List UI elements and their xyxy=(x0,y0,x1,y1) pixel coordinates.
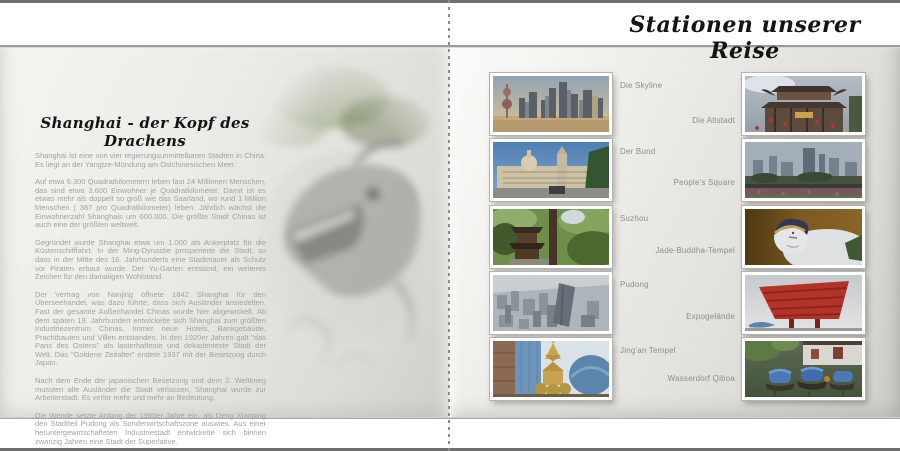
paragraph-1: Shanghai ist eine von vier regierungsunmittelbaren Städten in China. Es liegt an der Yangtze-Mündung am Ostchinesischen Meer. xyxy=(35,151,266,169)
photo-peoples-square xyxy=(742,139,865,201)
photo-expo-pavillon xyxy=(742,272,865,334)
label-altstadt: Die Altstadt xyxy=(692,116,735,125)
photo-altstadt xyxy=(742,73,865,135)
photo-bund xyxy=(490,139,612,201)
label-bund: Der Bund xyxy=(620,147,656,156)
label-pudong: Pudong xyxy=(620,280,649,289)
label-jade-buddha: Jade-Buddha-Tempel xyxy=(655,246,735,255)
photo-jingan-tempel xyxy=(490,338,612,400)
paragraph-2: Auf etwa 6.300 Quadratkilometern leben fast 24 Millionen Menschen, das sind etwa 3.600 Einwohner je Quadratkilometer. Damit ist es etwas mehr als doppelt so groß wie das Saarland, wo rund 1 Million Menschen ( 387 pro Quadratkilometer) leben. Jährlich wächst die Einwohnerzahl Shanghais um 600.000. Die größte Stadt Chinas ist auch eine der größten weltweit. xyxy=(35,177,266,230)
label-peoples-square: People's Square xyxy=(673,178,735,187)
label-wasserdorf: Wasserdorf Qiboa xyxy=(667,374,735,383)
photo-jade-buddha xyxy=(742,206,865,268)
page-title: Shanghai - der Kopf des Drachens xyxy=(40,114,250,150)
label-skyline: Die Skyline xyxy=(620,81,663,90)
label-suzhou: Suzhou xyxy=(620,214,649,223)
paragraph-6: Die Wende setzte Anfang der 1990er Jahre ein, als Deng Xiaoping den Stadtteil Pudong als Sonderwirtschaftszone auswies. Aus einer heruntergewirtschafteten Industriestadt entwickelte sich binnen zwanzig Jahren eine Stadt der Superlative. xyxy=(35,410,266,446)
photo-wasserdorf xyxy=(742,338,865,400)
paragraph-3: Gegründet wurde Shanghai etwa um 1.000 als Ankerplatz für die Küstenschifffahrt. In der Ming-Dynastie prosperierte die Stadt, so dass in der Mitte des 16. Jahrhunderts eine Stadtmauer als Schutz vor Piraten erbaut wurde. Der Yu-Garten entstand, ein weiteres Zeichen für den damaligen Wohlstand. xyxy=(35,237,266,282)
spread-header: Stationen unserer Reise xyxy=(629,12,861,64)
photo-suzhou xyxy=(490,206,612,268)
body-text-column xyxy=(35,152,266,451)
paragraph-5: Nach dem Ende der japanischen Besetzung und dem 2. Weltkrieg mussten alle Ausländer die Stadt verlassen, Shanghai wurde zur Arbeiterstadt. Es verlor mehr und mehr an Bedeutung. xyxy=(35,376,266,403)
photo-skyline xyxy=(490,73,612,135)
paragraph-4: Der Vertrag von Nanjing öffnete 1842 Shanghai für den Überseehandel, was dazu führte, dass sich Ausländer ansiedelten. Fast der gesamte Außenhandel Chinas wurde hier abgewickelt. Ab dem späten 19. Jahrhundert entwickelte sich Shanghai zum größten Industriezentrum Chinas. Immer neue Hotels, Bankgebäude, Prachtbauten und Villen entstanden. In den 1920er Jahren galt "das Paris des Ostens" als lasterhafteste und dekadenteste Stadt der Welt. Das "Goldene Zeitalter" endete 1937 mit der Besetzung durch Japan. xyxy=(35,289,266,368)
page-left xyxy=(0,48,449,446)
label-expo: Expogelände xyxy=(686,312,735,321)
photo-pudong xyxy=(490,272,612,334)
page-fold-dashed-line xyxy=(448,0,450,451)
label-jingan: Jing'an Tempel xyxy=(620,346,676,355)
dragon-sculpture-photo xyxy=(235,52,449,414)
